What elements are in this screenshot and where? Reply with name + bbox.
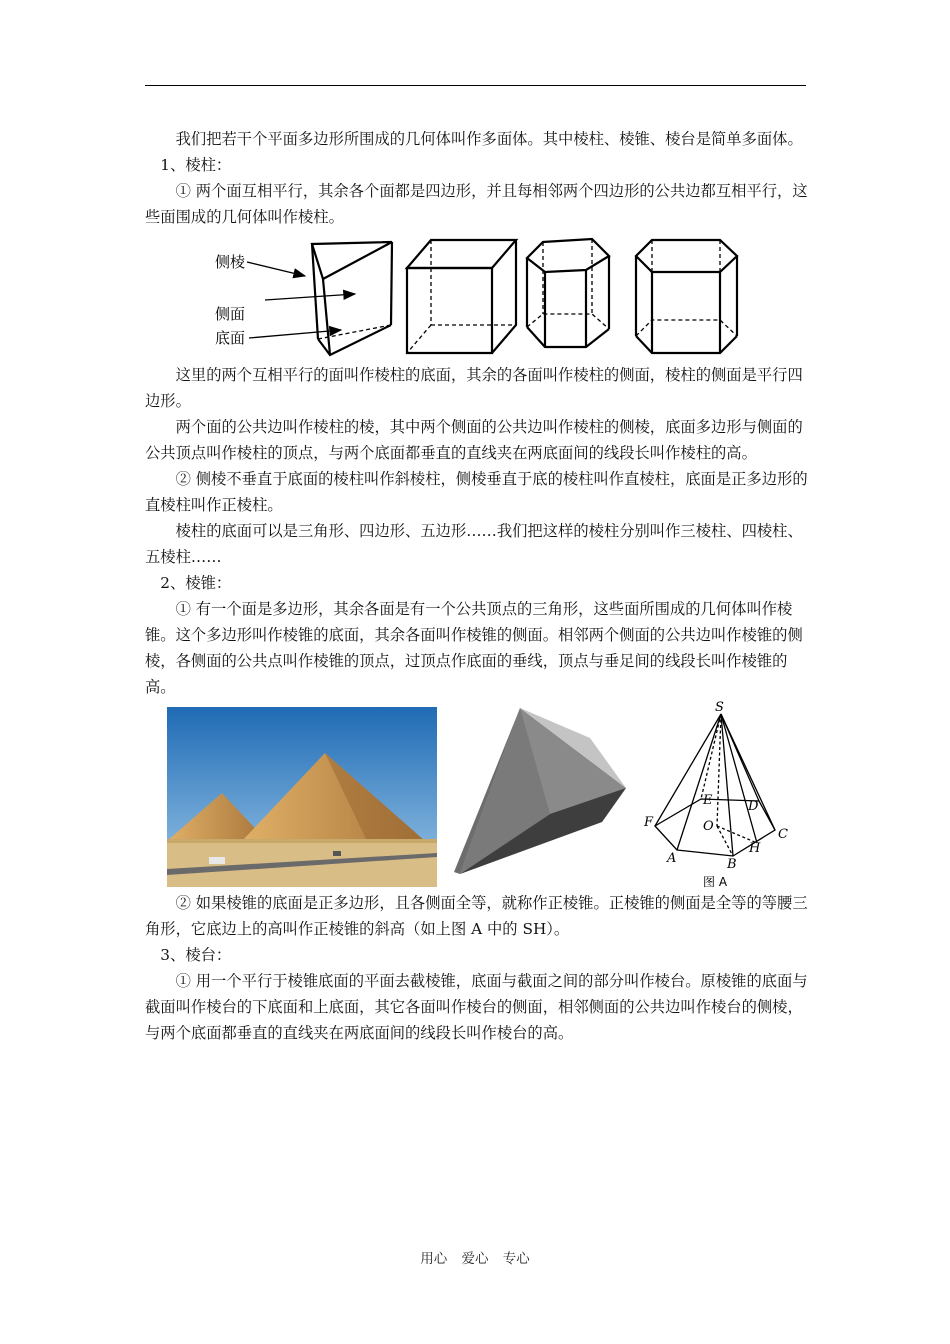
vertex-s-label: S [715, 700, 724, 715]
section-heading-prism: 1、棱柱： [160, 156, 232, 174]
frustum-definition: ① 用一个平行于棱锥底面的平面去截棱锥，底面与截面之间的部分叫作棱台。原棱锥的底面与截面叫作棱台的下底面和上底面，其它各面叫作棱台的侧面，相邻侧面的公共边叫作棱台的侧棱，与两个底面都垂直的直线夹在两底面间的线段长叫作棱台的高。 [145, 972, 808, 1042]
hexagonal-prism [636, 240, 737, 353]
document-body [145, 126, 808, 1046]
figure-a-caption: 图 A [703, 875, 728, 889]
pyramid-solid-render [450, 704, 630, 888]
prism-figures [145, 234, 808, 358]
prism-naming-paragraph: 棱柱的底面可以是三角形、四边形、五边形……我们把这样的棱柱分别叫作三棱柱、四棱柱、五棱柱…… [145, 522, 803, 566]
vertex-a-label: A [667, 851, 677, 866]
point-h-label: H [749, 841, 761, 856]
pyramids-photo [167, 707, 437, 887]
prism-diagrams [145, 234, 808, 358]
vertex-c-label: C [778, 827, 788, 842]
pyramid-figures [145, 700, 808, 889]
vertex-f-label: F [644, 815, 654, 830]
label-base: 底面 [215, 329, 246, 347]
vertex-d-label: D [748, 799, 759, 814]
prism-base-paragraph: 这里的两个互相平行的面叫作棱柱的底面，其余的各面叫作棱柱的侧面，棱柱的侧面是平行四边形。 [145, 366, 803, 410]
section-heading-pyramid: 2、棱锥： [160, 574, 232, 592]
prism-edge-paragraph: 两个面的公共边叫作棱柱的棱，其中两个侧面的公共边叫作棱柱的侧棱，底面多边形与侧面的公共顶点叫作棱柱的顶点，与两个底面都垂直的直线夹在两底面间的线段长叫作棱柱的高。 [145, 418, 803, 462]
regular-pyramid-paragraph: ② 如果棱锥的底面是正多边形，且各侧面全等，就称作正棱锥。正棱锥的侧面是全等的等腰三角形，它底边上的高叫作正棱锥的斜高（如上图 A 中的 SH）。 [145, 894, 808, 938]
prism-definition: ① 两个面互相平行，其余各个面都是四边形，并且每相邻两个四边形的公共边都互相平行，这些面围成的几何体叫作棱柱。 [145, 182, 808, 226]
quadrangular-prism [407, 240, 516, 353]
page-footer: 用心 爱心 专心 [420, 1251, 530, 1267]
intro-paragraph: 我们把若干个平面多边形所围成的几何体叫作多面体。其中棱柱、棱锥、棱台是简单多面体。 [175, 130, 803, 148]
label-lateral-face: 侧面 [215, 305, 246, 323]
regular-pyramid-diagram-a [643, 700, 793, 890]
prism-types-paragraph: ② 侧棱不垂直于底面的棱柱叫作斜棱柱，侧棱垂直于底的棱柱叫作直棱柱，底面是正多边形的直棱柱叫作正棱柱。 [145, 470, 808, 514]
pyramid-definition: ① 有一个面是多边形，其余各面是有一个公共顶点的三角形，这些面所围成的几何体叫作棱锥。这个多边形叫作棱锥的底面，其余各面叫作棱锥的侧面。相邻两个侧面的公共边叫作棱锥的侧棱，各侧面的公共点叫作棱锥的顶点，过顶点作底面的垂线，顶点与垂足间的线段长叫作棱锥的高。 [145, 600, 803, 696]
triangular-prism [312, 242, 392, 355]
section-heading-frustum: 3、棱台： [160, 946, 232, 964]
label-lateral-edge: 侧棱 [215, 253, 246, 271]
header-rule [145, 85, 806, 86]
vertex-b-label: B [727, 857, 737, 872]
vertex-e-label: E [703, 793, 713, 808]
vertex-o-label: O [703, 819, 714, 834]
pentagonal-prism [527, 239, 609, 347]
